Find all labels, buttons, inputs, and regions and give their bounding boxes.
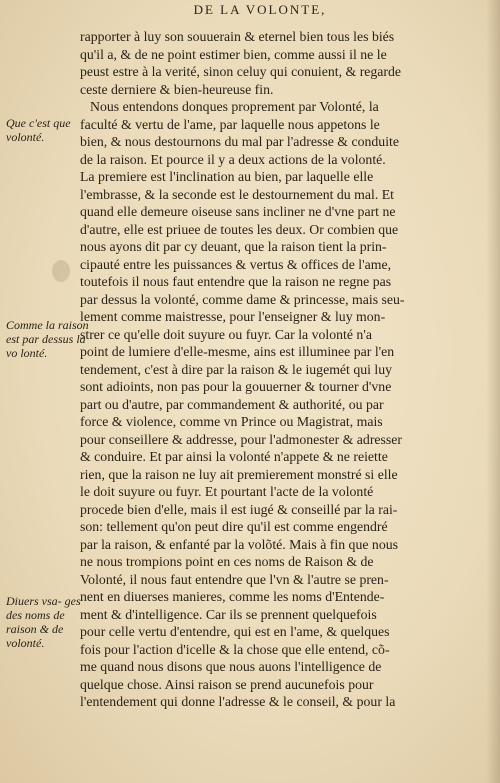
- text-line: La premiere est l'inclination au bien, par laquelle elle: [80, 169, 374, 184]
- text-line: son: tellement qu'on peut dire qu'il est comme engendré: [80, 519, 388, 534]
- text-line: l'entendement qui donne l'adresse & le conseil, & pour la: [80, 694, 396, 709]
- text-line: pour celle vertu d'entendre, qui est en l'ame, & quelques: [80, 624, 390, 639]
- running-head: DE LA VOLONTE,: [193, 2, 327, 17]
- text-line: bien, & nous destournons du mal par l'adresse & conduite: [80, 134, 399, 149]
- text-line: Nous entendons donques proprement par Volonté, la: [90, 99, 379, 114]
- page-edge-shadow: [486, 0, 500, 783]
- text-line: sont adioints, non pas pour la gouuerner & tourner d'vne: [80, 379, 392, 394]
- text-line: qu'il a, & de ne point estimer bien, comme aussi il ne le: [80, 46, 387, 62]
- text-line: ment & d'intelligence. Car ils se prennent quelquefois: [80, 606, 377, 622]
- text-line: quand elle demeure oiseuse sans incliner ne d'vne part ne: [80, 204, 396, 219]
- text-line: ceste derniere & bien-heureuse fin.: [80, 81, 274, 97]
- text-line: le doit suyure ou fuyr. Et pourtant l'acte de la volonté: [80, 484, 374, 499]
- text-line: quelque chose. Ainsi raison se prend aucunefois pour: [80, 676, 374, 692]
- text-line: peust estre à la verité, sinon celuy qui conuient, & regarde: [80, 64, 402, 79]
- text-line: lement comme maistresse, pour l'enseigner & luy mon-: [80, 309, 386, 324]
- margin-note: Diuers vsa- ges des noms de raison & de volonté.: [6, 594, 81, 650]
- text-line: faculté & vertu de l'ame, par laquelle nous appetons le: [80, 116, 380, 132]
- text-line: & conduire. Et par ainsi la volonté n'appete & ne reiette: [80, 449, 388, 464]
- text-line: Volonté, il nous faut entendre que l'vn & l'autre se pren-: [80, 571, 389, 587]
- text-line: rapporter à luy son souuerain & eternel bien tous les biés: [80, 29, 395, 44]
- margin-notes: [0, 0, 90, 783]
- text-line: force & violence, comme vn Prince ou Magistrat, mais: [80, 414, 383, 429]
- text-line: par la raison, & enfanté par la volõté. Mais à fin que nous: [80, 536, 398, 552]
- text-line: pour conseillere & addresse, pour l'admonester & adresser: [80, 431, 403, 447]
- body-text: [80, 28, 462, 711]
- text-line: toutefois il nous faut entendre que la raison ne regne pas: [80, 274, 392, 289]
- margin-note: Que c'est que volonté.: [6, 116, 71, 144]
- text-line: procede bien d'elle, mais il est iugé & conseillé par la rai-: [80, 501, 398, 517]
- text-line: nent en diuerses manieres, comme les noms d'Entende-: [80, 589, 385, 604]
- text-line: par dessus la volonté, comme dame & princesse, mais seu-: [80, 291, 405, 307]
- text-line: l'embrasse, & la seconde est le destournement du mal. Et: [80, 186, 394, 202]
- text-line: de la raison. Et pource il y a deux actions de la volonté.: [80, 151, 386, 167]
- text-line: ne nous trompions point en ces noms de Raison & de: [80, 554, 374, 569]
- text-line: point de lumiere d'elle-mesme, ains est illuminee par l'en: [80, 344, 395, 359]
- text-line: me quand nous disons que nous auons l'intelligence de: [80, 659, 382, 674]
- text-line: strer ce qu'elle doit suyure ou fuyr. Car la volonté n'a: [80, 326, 372, 342]
- text-line: rien, que la raison ne luy ait premierement monstré si elle: [80, 466, 398, 482]
- margin-note: Comme la raison est par dessus la vo lonté.: [6, 318, 89, 360]
- text-line: cipauté entre les puissances & vertus & offices de l'ame,: [80, 256, 392, 272]
- text-line: nous ayons dit par cy deuant, que la raison tient la prin-: [80, 239, 387, 254]
- text-line: part ou d'autre, par commandement & authorité, ou par: [80, 396, 384, 412]
- text-line: tendement, c'est à dire par la raison & le iugemét qui luy: [80, 361, 393, 377]
- text-line: d'autre, elle est priuee de toutes les deux. Or combien que: [80, 221, 399, 237]
- text-line: fois pour l'action d'icelle & la chose que elle entend, cõ-: [80, 641, 390, 657]
